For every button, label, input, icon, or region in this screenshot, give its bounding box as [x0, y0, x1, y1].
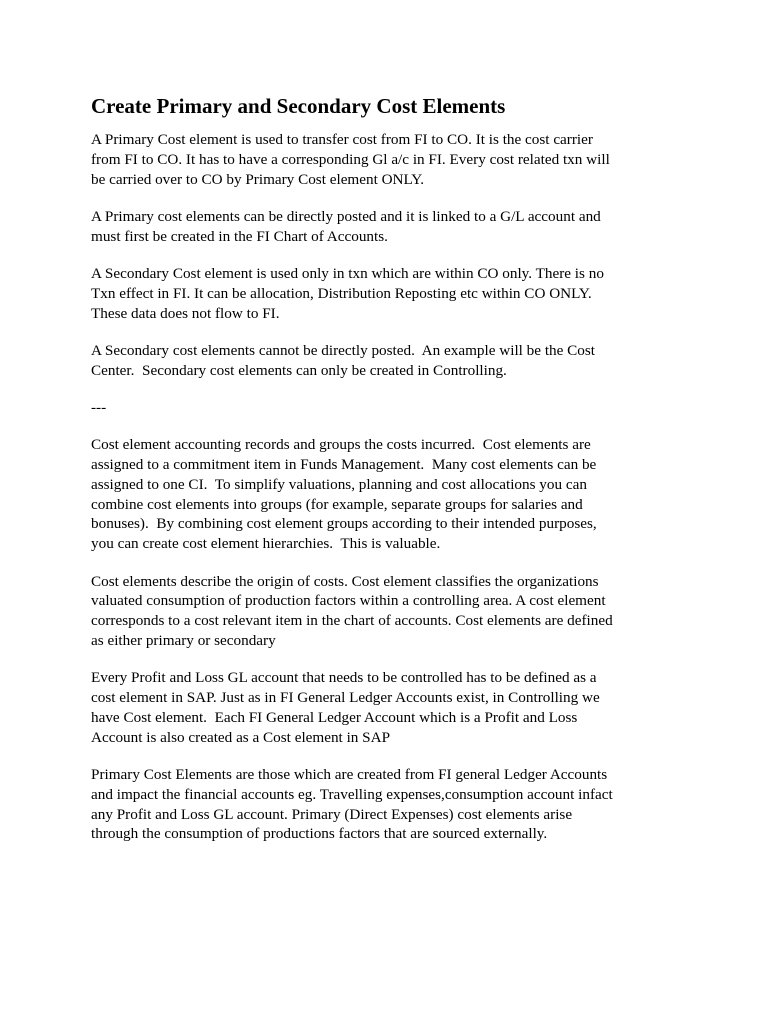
paragraph-line: A Primary cost elements can be directly posted and it is linked to a G/L account and [91, 207, 601, 225]
paragraph-line: have Cost element. Each FI General Ledger Account which is a Profit and Loss [91, 708, 578, 726]
paragraph-line: Every Profit and Loss GL account that needs to be controlled has to be defined as a [91, 669, 597, 687]
paragraph [91, 765, 691, 844]
paragraph-line: A Secondary cost elements cannot be directly posted. An example will be the Cost [91, 341, 596, 359]
paragraph [91, 572, 691, 651]
paragraph-line: bonuses). By combining cost element groups according to their intended purposes, [91, 515, 597, 533]
paragraph-line: Primary Cost Elements are those which are created from FI general Ledger Accounts [91, 765, 608, 783]
paragraph [91, 398, 691, 418]
paragraph-line: Center. Secondary cost elements can only be created in Controlling. [91, 361, 507, 379]
paragraph-line: through the consumption of productions factors that are sourced externally. [91, 825, 548, 843]
paragraph-line: Cost element accounting records and groups the costs incurred. Cost elements are [91, 436, 591, 454]
paragraph [91, 435, 691, 554]
document-body [91, 130, 691, 844]
paragraph-line: Txn effect in FI. It can be allocation, Distribution Reposting etc within CO ONLY. [91, 284, 592, 302]
paragraph-line: Cost elements describe the origin of costs. Cost element classifies the organizations [91, 572, 599, 590]
paragraph-line: Account is also created as a Cost element in SAP [91, 728, 391, 746]
paragraph-line: corresponds to a cost relevant item in the chart of accounts. Cost elements are defined [91, 612, 613, 630]
paragraph-line: combine cost elements into groups (for example, separate groups for salaries and [91, 495, 583, 513]
paragraph-line: be carried over to CO by Primary Cost element ONLY. [91, 170, 425, 188]
paragraph [91, 668, 691, 747]
paragraph-line: These data does not flow to FI. [91, 304, 280, 322]
paragraph [91, 264, 691, 323]
paragraph-line: cost element in SAP. Just as in FI General Ledger Accounts exist, in Controlling we [91, 689, 600, 707]
paragraph-line: valuated consumption of production factors within a controlling area. A cost element [91, 592, 606, 610]
paragraph-line: A Primary Cost element is used to transfer cost from FI to CO. It is the cost carrier [91, 131, 593, 148]
paragraph-line: and impact the financial accounts eg. Travelling expenses,consumption account infact [91, 785, 613, 803]
paragraph-line: as either primary or secondary [91, 631, 276, 649]
paragraph-line: from FI to CO. It has to have a corresponding Gl a/c in FI. Every cost related txn will [91, 150, 610, 168]
paragraph-line: must first be created in the FI Chart of Accounts. [91, 227, 388, 245]
paragraph-line: --- [91, 398, 107, 416]
paragraph-line: any Profit and Loss GL account. Primary (Direct Expenses) cost elements arise [91, 805, 573, 823]
paragraph [91, 207, 691, 247]
document-title: Create Primary and Secondary Cost Elements [91, 94, 506, 118]
document-page [91, 92, 691, 862]
paragraph-line: A Secondary Cost element is used only in txn which are within CO only. There is no [91, 264, 604, 282]
paragraph [91, 130, 691, 189]
paragraph-line: you can create cost element hierarchies. This is valuable. [91, 535, 441, 553]
paragraph [91, 341, 691, 381]
paragraph-line: assigned to a commitment item in Funds Management. Many cost elements can be [91, 456, 597, 474]
paragraph-line: assigned to one CI. To simplify valuations, planning and cost allocations you can [91, 475, 587, 493]
